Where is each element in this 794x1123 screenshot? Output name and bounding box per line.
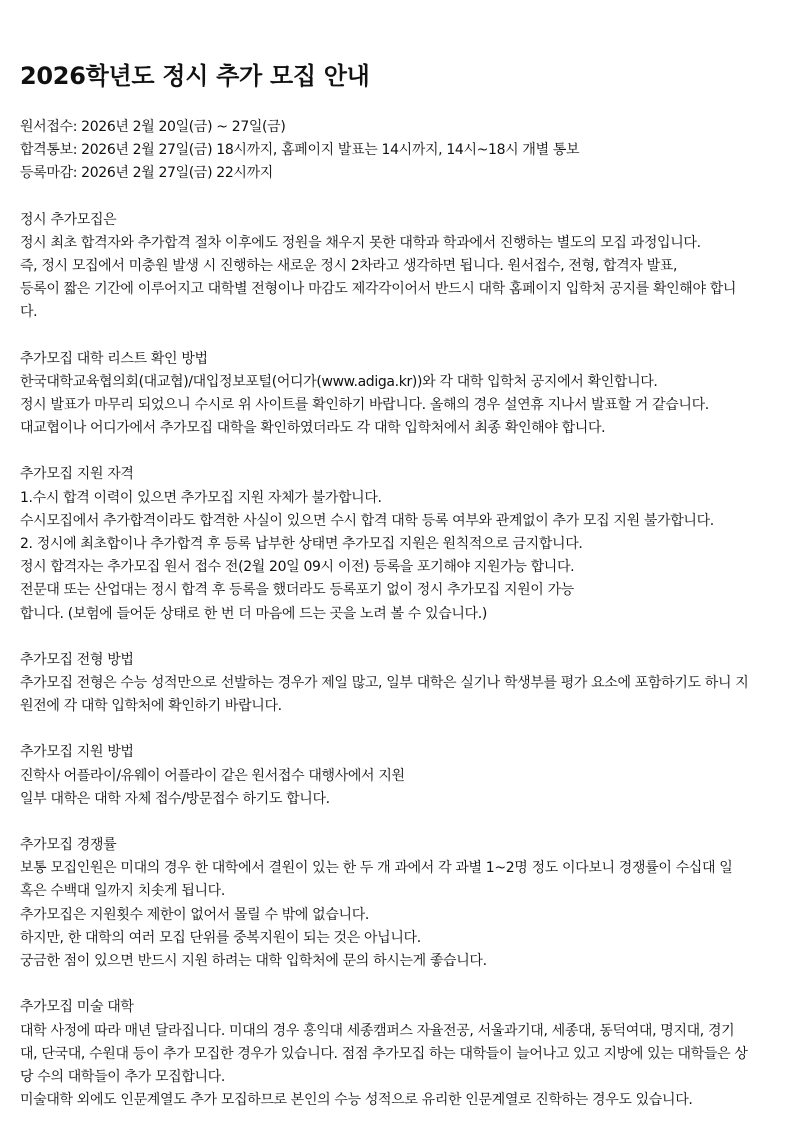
paragraph-line: 합니다. (보험에 들어둔 상태로 한 번 더 마음에 드는 곳을 노려 볼 수 있습니다.) [20,605,487,622]
paragraph-line: 궁금한 점이 있으면 반드시 지원 하려는 대학 입학처에 문의 하시는게 좋습니다. [20,953,487,970]
schedule-registration: 등록마감: 2026년 2월 27일(금) 22시까지 [20,165,273,182]
section-application-method [20,741,774,811]
paragraph-line: 혹은 수백대 일까지 치솟게 됩니다. [20,883,225,900]
paragraph-line: 수시모집에서 추가합격이라도 합격한 사실이 있으면 수시 합격 대학 등록 여부와 관계없이 추가 모집 지원 불가합니다. [20,512,714,529]
section-eligibility [20,463,774,625]
paragraph-line: 전문대 또는 산업대는 정시 합격 후 등록을 했더라도 등록포기 없이 정시 추가모집 지원이 가능 [20,582,574,599]
paragraph-line: 보통 모집인원은 미대의 경우 한 대학에서 결원이 있는 한 두 개 과에서 각 과별 1~2명 정도 이다보니 경쟁률이 수십대 일 [20,860,733,877]
paragraph-line: 다. [20,304,38,321]
section-selection-method [20,649,774,719]
paragraph-line: 즉, 정시 모집에서 미충원 발생 시 진행하는 새로운 정시 2차라고 생각하면 됩니다. 원서접수, 전형, 합격자 발표, [20,258,678,275]
paragraph-line: 대교협이나 어디가에서 추가모집 대학을 확인하였더라도 각 대학 입학처에서 최종 확인해야 합니다. [20,420,606,437]
section-heading: 추가모집 경쟁률 [20,837,117,854]
section-overview [20,209,774,325]
paragraph-line: 미술대학 외에도 인문계열도 추가 모집하므로 본인의 수능 성적으로 유리한 인문계열로 진학하는 경우도 있습니다. [20,1092,693,1109]
section-heading: 추가모집 지원 방법 [20,744,134,761]
paragraph-line: 정시 합격자는 추가모집 원서 접수 전(2월 20일 09시 이전) 등록을 포기해야 지원가능 합니다. [20,559,575,576]
schedule-block [20,116,774,186]
paragraph-line: 추가모집은 지원횟수 제한이 없어서 몰릴 수 밖에 없습니다. [20,906,369,923]
paragraph-line: 1.수시 합격 이력이 있으면 추가모집 지원 자체가 불가합니다. [20,489,382,506]
section-competition-rate [20,834,774,973]
paragraph-line: 당 수의 대학들이 추가 모집합니다. [20,1068,225,1085]
paragraph-line: 원전에 각 대학 입학처에 확인하기 바랍니다. [20,698,282,715]
section-heading: 추가모집 대학 리스트 확인 방법 [20,350,208,367]
paragraph-line: 하지만, 한 대학의 여러 모집 단위를 중복지원이 되는 것은 아닙니다. [20,929,421,946]
document-body [20,116,774,1112]
paragraph-line: 대, 단국대, 수원대 등이 추가 모집한 경우가 있습니다. 점점 추가모집 하는 대학들이 늘어나고 있고 지방에 있는 대학들은 상 [20,1045,748,1062]
paragraph-line: 한국대학교육협의회(대교협)/대입정보포털(어디가(www.adiga.kr))와 각 대학 입학처 공지에서 확인합니다. [20,373,658,390]
paragraph-line: 진학사 어플라이/유웨이 어플라이 같은 원서접수 대행사에서 지원 [20,767,405,784]
section-art-universities [20,996,774,1112]
section-university-list [20,348,774,441]
schedule-application: 원서접수: 2026년 2월 20일(금) ~ 27일(금) [20,119,286,135]
paragraph-line: 일부 대학은 대학 자체 접수/방문접수 하기도 합니다. [20,790,330,807]
schedule-announcement: 합격통보: 2026년 2월 27일(금) 18시까지, 홈페이지 발표는 14시까지, 14시~18시 개별 통보 [20,142,580,159]
paragraph-line: 등록이 짧은 기간에 이루어지고 대학별 전형이나 마감도 제각각이어서 반드시 대학 홈페이지 입학처 공지를 확인해야 합니 [20,281,737,298]
paragraph-line: 정시 발표가 마무리 되었으니 수시로 위 사이트를 확인하기 바랍니다. 올해의 경우 설연휴 지나서 발표할 거 같습니다. [20,397,709,414]
section-heading: 추가모집 미술 대학 [20,999,134,1016]
paragraph-line: 대학 사정에 따라 매년 달라집니다. 미대의 경우 홍익대 세종캠퍼스 자율전공, 서울과기대, 세종대, 동덕여대, 명지대, 경기 [20,1022,735,1039]
paragraph-line: 2. 정시에 최초합이나 추가합격 후 등록 납부한 상태면 추가모집 지원은 원칙적으로 금지합니다. [20,536,583,553]
paragraph-line: 추가모집 전형은 수능 성적만으로 선발하는 경우가 제일 많고, 일부 대학은 실기나 학생부를 평가 요소에 포함하기도 하니 지 [20,675,749,692]
page-title: 2026학년도 정시 추가 모집 안내 [20,62,370,90]
section-heading: 추가모집 전형 방법 [20,651,134,668]
section-heading: 추가모집 지원 자격 [20,466,134,483]
section-heading: 정시 추가모집은 [20,211,117,228]
paragraph-line: 정시 최초 합격자와 추가합격 절차 이후에도 정원을 채우지 못한 대학과 학과에서 진행하는 별도의 모집 과정입니다. [20,234,701,251]
